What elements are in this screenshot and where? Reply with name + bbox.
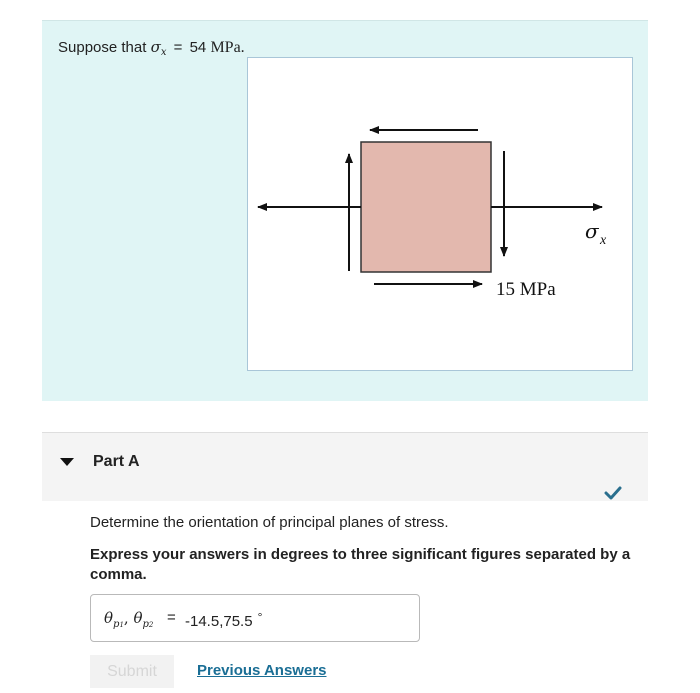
shear-stress-label: 15 MPa xyxy=(496,279,556,300)
statement-unit: MPa xyxy=(210,39,241,56)
theta-2-subscript xyxy=(143,619,154,630)
theta-1-sub-p: p xyxy=(113,619,120,630)
theta-1-subscript xyxy=(113,619,124,630)
previous-answers-link[interactable]: Previous Answers xyxy=(197,662,327,679)
part-title: Part A xyxy=(93,453,140,470)
theta-2-sub-p: p xyxy=(142,619,149,630)
theta-2-sub-index: 2 xyxy=(148,621,154,629)
statement-period: . xyxy=(240,39,245,56)
answer-value xyxy=(185,610,262,630)
theta-1-sub-index: 1 xyxy=(119,621,124,629)
answer-label-separator: , xyxy=(123,609,129,627)
stress-diagram xyxy=(248,58,632,370)
sigma-x-subscript: x xyxy=(600,233,607,248)
problem-panel xyxy=(42,20,648,401)
collapse-triangle-icon[interactable] xyxy=(60,458,74,466)
instruction-text: Express your answers in degrees to three significant figures separated by a comma. xyxy=(90,546,631,583)
stress-element xyxy=(361,142,491,272)
stress-element-figure xyxy=(247,57,633,371)
answer-value-text: -14.5,75.5 xyxy=(185,613,253,630)
answer-label xyxy=(104,609,153,630)
problem-statement xyxy=(58,38,245,58)
submit-button[interactable]: Submit xyxy=(90,655,174,688)
statement-equals: = xyxy=(173,39,183,56)
sigma-symbol: σ xyxy=(150,38,161,56)
sigma-subscript: x xyxy=(160,47,167,58)
part-a-header[interactable] xyxy=(42,432,648,501)
sigma-x-label: σ xyxy=(585,219,599,243)
theta-2: θ xyxy=(133,609,143,627)
statement-value: 54 xyxy=(189,39,207,56)
question-text: Determine the orientation of principal planes of stress. xyxy=(90,514,449,531)
statement-prefix: Suppose that xyxy=(58,39,147,56)
theta-1: θ xyxy=(104,609,114,627)
answer-field[interactable] xyxy=(90,594,420,642)
answer-equals: = xyxy=(167,609,176,626)
degree-unit: ° xyxy=(257,610,263,624)
check-icon xyxy=(604,486,622,500)
